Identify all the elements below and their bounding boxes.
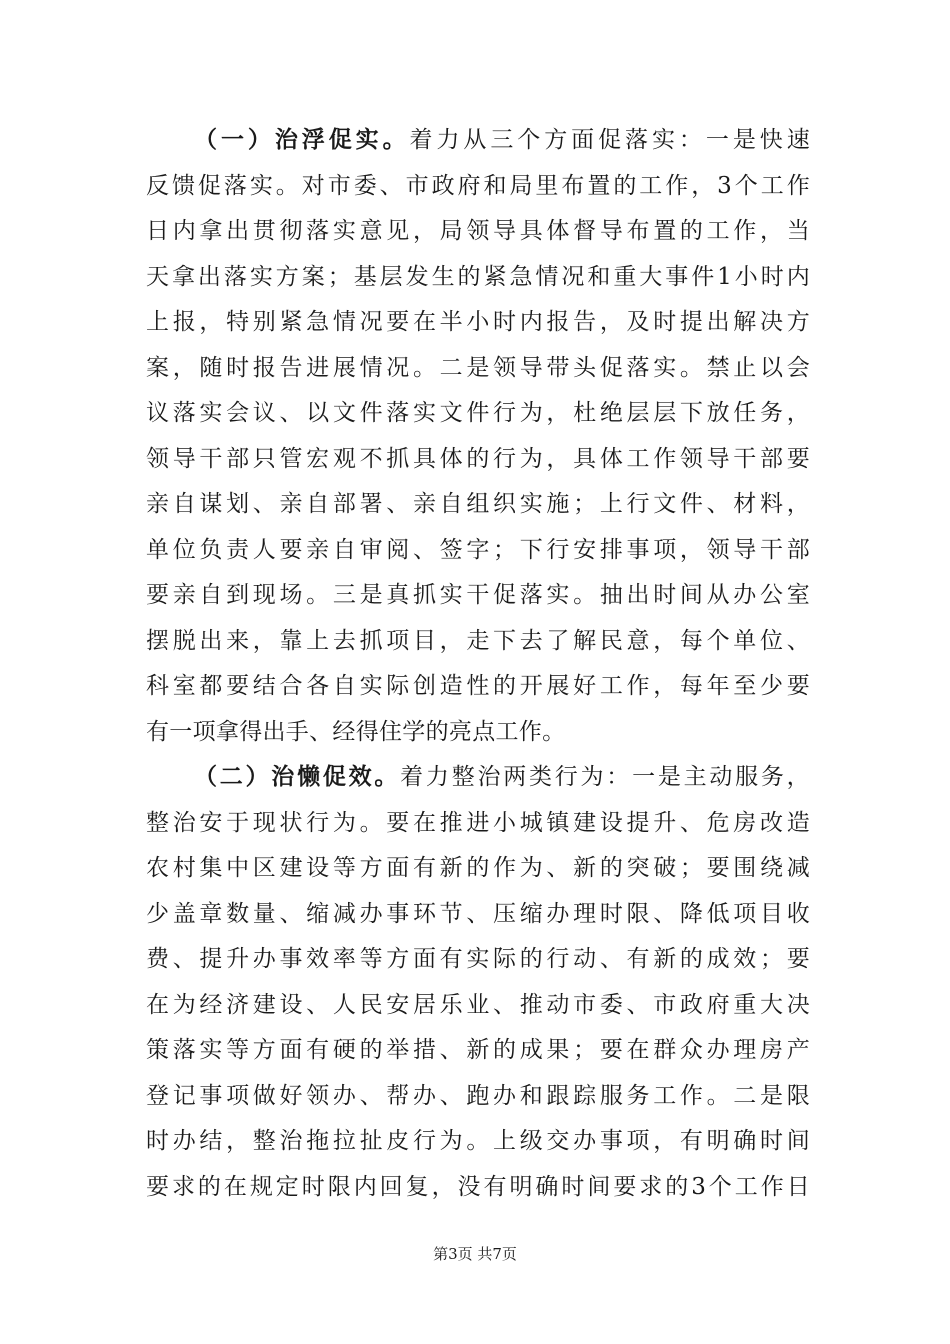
paragraph-line: 时办结，整治拖拉扯皮行为。上级交办事项，有明确时间	[146, 1128, 810, 1154]
paragraph-line: 农村集中区建设等方面有新的作为、新的突破；要围绕减	[146, 855, 810, 881]
paragraph-line: 议落实会议、以文件落实文件行为，杜绝层层下放任务，	[146, 400, 810, 426]
paragraph-line: 天拿出落实方案；基层发生的紧急情况和重大事件1小时内	[146, 263, 810, 290]
document-body	[146, 118, 810, 1210]
paragraph-line: 案，随时报告进展情况。二是领导带头促落实。禁止以会	[146, 354, 810, 381]
paragraph-line: 在为经济建设、人民安居乐业、推动市委、市政府重大决	[146, 991, 810, 1018]
paragraph-line: 领导干部只管宏观不抓具体的行为，具体工作领导干部要	[146, 445, 810, 472]
paragraph-line: 单位负责人要亲自审阅、签字；下行安排事项，领导干部	[146, 536, 810, 563]
paragraph-2-heading: （二）治懒促效。	[194, 764, 401, 790]
paragraph-line: 少盖章数量、缩减办事环节、压缩办理时限、降低项目收	[146, 900, 810, 927]
page-number-footer: 第3页 共7页	[433, 1245, 517, 1263]
paragraph-line: 要亲自到现场。三是真抓实干促落实。抽出时间从办公室	[146, 582, 810, 608]
paragraph-line: 上报，特别紧急情况要在半小时内报告，及时提出解决方	[146, 309, 810, 335]
paragraph-line: 科室都要结合各自实际创造性的开展好工作，每年至少要	[146, 673, 810, 699]
paragraph-2-line-1	[146, 755, 810, 801]
paragraph-line: 整治安于现状行为。要在推进小城镇建设提升、危房改造	[146, 809, 810, 836]
paragraph-line: 登记事项做好领办、帮办、跑办和跟踪服务工作。二是限	[146, 1082, 810, 1109]
paragraph-line: 摆脱出来，靠上去抓项目，走下去了解民意，每个单位、	[146, 627, 810, 654]
paragraph-1-text: 着力从三个方面促落实：一是快速	[409, 127, 810, 153]
paragraph-1-line-1	[146, 118, 810, 164]
paragraph-line: 日内拿出贯彻落实意见，局领导具体督导布置的工作，当	[146, 218, 810, 244]
paragraph-line: 要求的在规定时限内回复，没有明确时间要求的3个工作日	[146, 1173, 810, 1200]
paragraph-1-heading: （一）治浮促实。	[194, 127, 410, 153]
paragraph-line: 费、提升办事效率等方面有实际的行动、有新的成效；要	[146, 946, 810, 972]
paragraph-line: 亲自谋划、亲自部署、亲自组织实施；上行文件、材料，	[146, 491, 810, 517]
paragraph-line: 有一项拿得出手、经得住学的亮点工作。	[146, 718, 566, 745]
paragraph-line: 反馈促落实。对市委、市政府和局里布置的工作，3个工作	[146, 172, 810, 199]
paragraph-line: 策落实等方面有硬的举措、新的成果；要在群众办理房产	[146, 1037, 810, 1063]
paragraph-2-text: 着力整治两类行为：一是主动服务，	[400, 764, 810, 790]
